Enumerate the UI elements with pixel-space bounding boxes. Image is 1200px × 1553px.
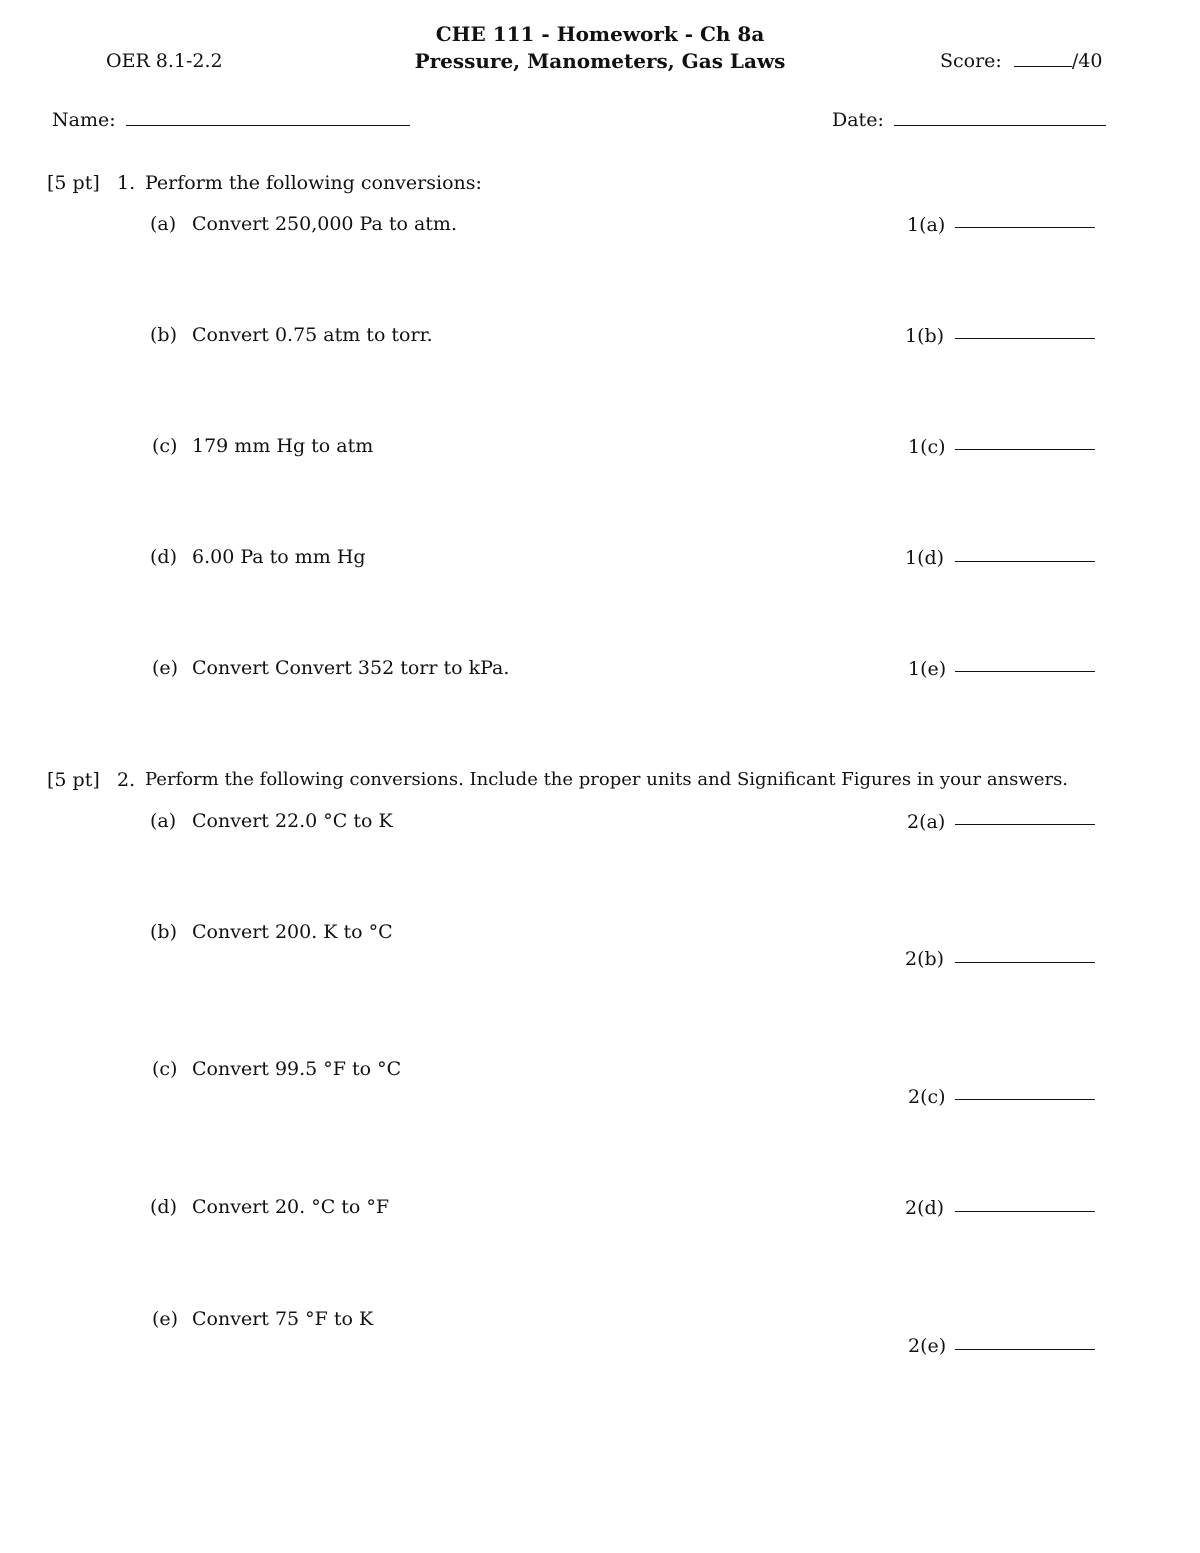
q2-part-a-letter: (a) (150, 810, 177, 832)
oer-reference: OER 8.1-2.2 (106, 50, 223, 72)
q2-part-d-letter: (d) (150, 1196, 177, 1218)
q1-part-d-letter: (d) (150, 546, 177, 568)
q2-part-b-text: Convert 200. K to °C (192, 921, 393, 943)
q2-part-b-letter: (b) (150, 921, 177, 943)
name-field (52, 109, 410, 131)
q1-points: [5 pt] (47, 172, 100, 194)
answer-line-1c[interactable] (955, 449, 1095, 450)
answer-line-1a[interactable] (955, 227, 1095, 228)
answer-label-1e: 1(e) (908, 658, 947, 680)
answer-label-2b: 2(b) (905, 948, 945, 970)
q1-part-b-letter: (b) (150, 324, 177, 346)
page-subtitle: Pressure, Manometers, Gas Laws (414, 49, 786, 73)
q1-part-e-letter: (e) (152, 657, 179, 679)
q1-part-e-text: Convert Convert 352 torr to kPa. (192, 657, 510, 679)
answer-label-1b: 1(b) (905, 325, 945, 347)
answer-label-2e: 2(e) (908, 1335, 947, 1357)
q1-part-d-text: 6.00 Pa to mm Hg (192, 546, 366, 568)
answer-line-2c[interactable] (955, 1099, 1095, 1100)
answer-line-1e[interactable] (955, 671, 1095, 672)
q2-number: 2. (117, 769, 136, 791)
answer-line-1b[interactable] (955, 338, 1095, 339)
q2-part-e-text: Convert 75 °F to K (192, 1308, 374, 1330)
q2-part-a-text: Convert 22.0 °C to K (192, 810, 393, 832)
name-label: Name: (52, 109, 116, 131)
q1-part-a-letter: (a) (150, 213, 177, 235)
answer-label-1d: 1(d) (905, 547, 945, 569)
answer-line-2d[interactable] (955, 1211, 1095, 1212)
answer-label-1c: 1(c) (908, 436, 946, 458)
q2-points: [5 pt] (47, 769, 100, 791)
answer-line-2a[interactable] (955, 824, 1095, 825)
q2-part-c-letter: (c) (152, 1058, 178, 1080)
score-field (940, 50, 1102, 72)
date-label: Date: (832, 109, 884, 131)
q2-prompt: Perform the following conversions. Include the proper units and Significant Figures in your answers. (145, 769, 1069, 790)
score-total: /40 (1071, 50, 1103, 72)
page-title: CHE 111 - Homework - Ch 8a (435, 22, 765, 46)
answer-line-1d[interactable] (955, 561, 1095, 562)
date-field (832, 109, 1106, 131)
answer-label-2c: 2(c) (908, 1086, 946, 1108)
score-blank[interactable] (1014, 66, 1072, 67)
name-blank[interactable] (126, 125, 410, 126)
answer-line-2e[interactable] (955, 1349, 1095, 1350)
q1-part-b-text: Convert 0.75 atm to torr. (192, 324, 433, 346)
score-label: Score: (940, 50, 1002, 72)
answer-label-1a: 1(a) (907, 214, 946, 236)
answer-line-2b[interactable] (955, 962, 1095, 963)
q1-number: 1. (117, 172, 136, 194)
q2-part-e-letter: (e) (152, 1308, 179, 1330)
q1-part-c-text: 179 mm Hg to atm (192, 435, 374, 457)
answer-label-2a: 2(a) (907, 811, 946, 833)
q1-part-a-text: Convert 250,000 Pa to atm. (192, 213, 457, 235)
q1-part-c-letter: (c) (152, 435, 178, 457)
q2-part-c-text: Convert 99.5 °F to °C (192, 1058, 402, 1080)
date-blank[interactable] (894, 125, 1106, 126)
q1-prompt: Perform the following conversions: (145, 172, 482, 194)
answer-label-2d: 2(d) (905, 1197, 945, 1219)
q2-part-d-text: Convert 20. °C to °F (192, 1196, 390, 1218)
